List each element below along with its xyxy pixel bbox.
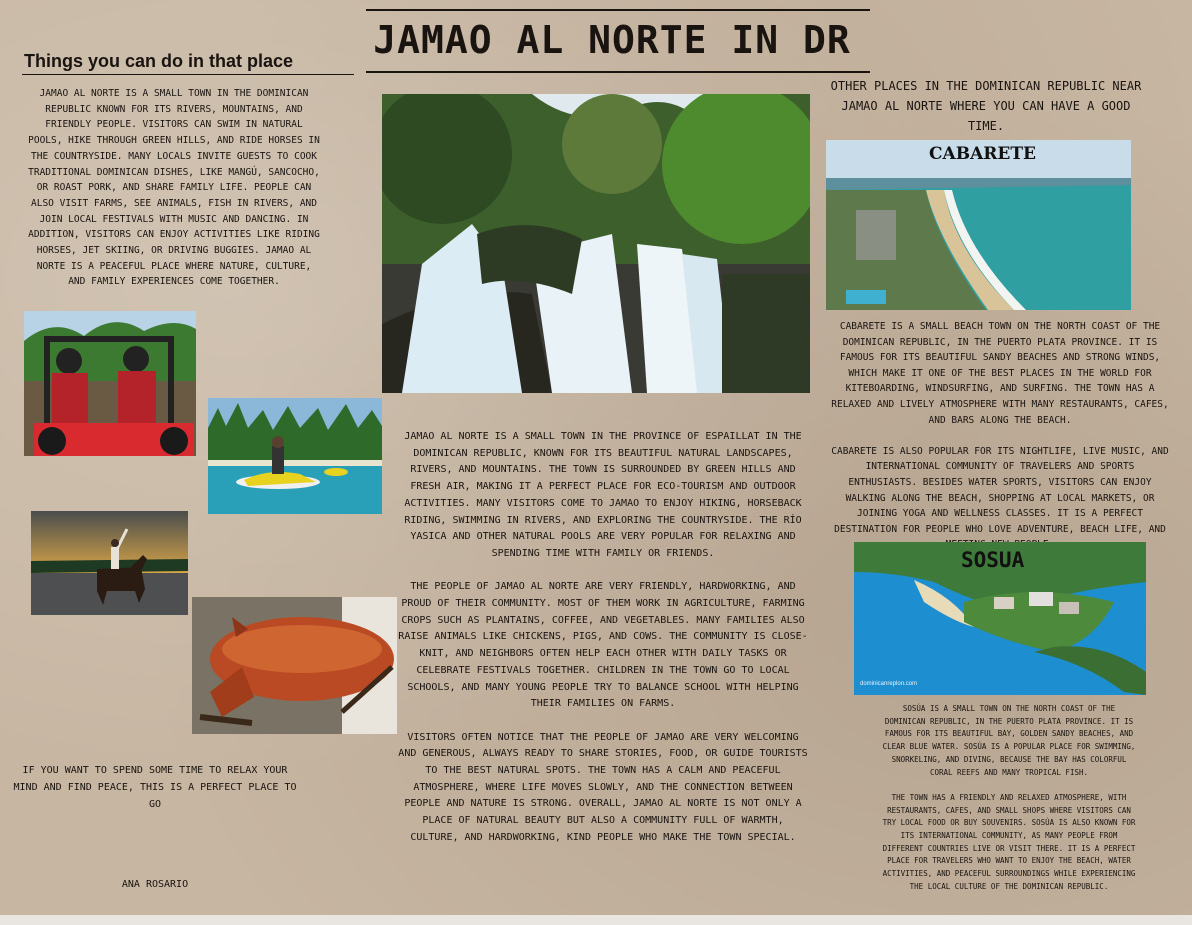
jetski-photo — [208, 398, 382, 514]
things-heading: Things you can do in that place — [24, 51, 294, 71]
bottom-strip — [0, 915, 1192, 925]
author-name: ANA ROSARIO — [121, 879, 189, 890]
sosua-watermark: dominicanreplon.com — [860, 681, 918, 687]
sosua-photo — [854, 542, 1146, 695]
cabarete-text — [830, 319, 1170, 569]
center-paragraph-3: VISITORS OFTEN NOTICE THAT THE PEOPLE OF JAMAO ARE VERY WELCOMING AND GENEROUS, ALWAYS READY TO SHARE STORIES, FOOD, OR GUIDE TOURISTS TO THE BEST NATURAL SPOTS. THE TOWN HAS A CALM AND PEACEFUL ATMOSPHERE, WHERE LIFE MOVES SLOWLY, AND THE CONNECTION BETWEEN PEOPLE AND NATURE IS STRONG. OVERALL, JAMAO AL NORTE IS NOT ONLY A PLACE OF NATURAL BEAUTY BUT ALSO A COMMUNITY FULL OF WARMTH, CULTURE, AND HARDWORKING, KIND PEOPLE WHO MAKE THE TOWN SPECIAL. — [398, 731, 808, 843]
waterfall-photo — [382, 94, 810, 393]
cabarete-photo — [826, 140, 1131, 310]
things-heading-rule — [22, 74, 354, 75]
sosua-paragraph-2: THE TOWN HAS A FRIENDLY AND RELAXED ATMOSPHERE, WITH RESTAURANTS, CAFES, AND SMALL SHOPS WHERE VISITORS CAN TRY LOCAL FOOD OR BUY SOUVENIRS. SOSÚA IS ALSO KNOWN FOR ITS INTERNATIONAL COMMUNITY, AS MANY PEOPLE FROM DIFFERENT COUNTRIES LIVE OR VISIT THERE. IT IS A PERFECT PLACE FOR TRAVELERS WHO WANT TO ENJOY THE BEACH, WATER ACTIVITIES, AND PEACEFUL SURROUNDINGS WHILE EXPERIENCING THE LOCAL CULTURE OF THE DOMINICAN REPUBLIC. — [882, 792, 1136, 891]
relax-text: IF YOU WANT TO SPEND SOME TIME TO RELAX YOUR MIND AND FIND PEACE, THIS IS A PERFECT PLACE TO GO — [13, 765, 297, 810]
page-title: JAMAO AL NORTE IN DR — [373, 18, 851, 62]
sosua-text — [882, 703, 1136, 906]
left-intro-text: JAMAO AL NORTE IS A SMALL TOWN IN THE DOMINICAN REPUBLIC KNOWN FOR ITS RIVERS, MOUNTAINS, AND FRIENDLY PEOPLE. VISITORS CAN SWIM IN NATURAL POOLS, HIKE THROUGH GREEN HILLS, AND RIDE HORSES IN THE COUNTRYSIDE. MANY LOCALS INVITE GUESTS TO COOK TRADITIONAL DOMINICAN DISHES, LIKE MANGÚ, SANCOCHO, OR ROAST PORK, AND SHARE FAMILY LIFE. PEOPLE CAN ALSO VISIT FARMS, SEE ANIMALS, FISH IN RIVERS, AND JOIN LOCAL FESTIVALS WITH MUSIC AND DANCING. IN ADDITION, VISITORS CAN ENJOY ACTIVITIES LIKE RIDING HORSES, JET SKIING, OR DRIVING BUGGIES. JAMAO AL NORTE IS A PEACEFUL PLACE WHERE NATURE, CULTURE, AND FAMILY EXPERIENCES COME TOGETHER. — [28, 88, 320, 288]
other-places-heading: OTHER PLACES IN THE DOMINICAN REPUBLIC NEAR JAMAO AL NORTE WHERE YOU CAN HAVE A GOOD TIME. — [830, 79, 1142, 133]
roast-pig-photo — [192, 597, 397, 734]
title-bottom-rule — [366, 71, 870, 73]
center-paragraph-2: THE PEOPLE OF JAMAO AL NORTE ARE VERY FRIENDLY, HARDWORKING, AND PROUD OF THEIR COMMUNITY. MOST OF THEM WORK IN AGRICULTURE, FARMING CROPS SUCH AS PLANTAINS, COFFEE, AND VEGETABLES. MANY FAMILIES ALSO RAISE ANIMALS LIKE CHICKENS, PIGS, AND COWS. THE COMMUNITY IS CLOSE-KNIT, AND NEIGHBORS OFTEN HELP EACH OTHER WITH DAILY TASKS OR CELEBRATE FESTIVALS TOGETHER. CHILDREN IN THE TOWN GO TO LOCAL SCHOOLS, AND MANY YOUNG PEOPLE TRY TO BALANCE SCHOOL WITH HELPING THEIR FAMILIES ON FARMS. — [398, 581, 808, 710]
center-paragraph-1: JAMAO AL NORTE IS A SMALL TOWN IN THE PROVINCE OF ESPAILLAT IN THE DOMINICAN REPUBLIC, KNOWN FOR ITS BEAUTIFUL NATURAL LANDSCAPES, RIVERS, AND MOUNTAINS. THE TOWN IS SURROUNDED BY GREEN HILLS AND FRESH AIR, MAKING IT A PERFECT PLACE FOR ECO-TOURISM AND OUTDOOR ACTIVITIES. MANY VISITORS COME TO JAMAO TO ENJOY HIKING, HORSEBACK RIDING, SWIMMING IN RIVERS, AND EXPLORING THE COUNTRYSIDE. THE RÍO YASICA AND OTHER NATURAL POOLS ARE VERY POPULAR FOR RELAXING AND SPENDING TIME WITH FAMILY OR FRIENDS. — [404, 431, 802, 559]
sosua-paragraph-1: SOSÚA IS A SMALL TOWN ON THE NORTH COAST OF THE DOMINICAN REPUBLIC, IN THE PUERTO PLATA PROVINCE. IT IS FAMOUS FOR ITS BEAUTIFUL BAY, GOLDEN SANDY BEACHES, AND CLEAR BLUE WATER. SOSÚA IS A POPULAR PLACE FOR SWIMMING, SNORKELING, AND DIVING, BECAUSE THE BAY HAS COLORFUL CORAL REEFS AND MANY TROPICAL FISH. — [882, 704, 1136, 777]
title-top-rule — [366, 9, 870, 11]
cabarete-paragraph-2: CABARETE IS ALSO POPULAR FOR ITS NIGHTLIFE, LIVE MUSIC, AND INTERNATIONAL COMMUNITY OF TRAVELERS AND SPORTS ENTHUSIASTS. BESIDES WATER SPORTS, VISITORS CAN ENJOY WALKING ALONG THE BEACH, SHOPPING AT LOCAL MARKETS, OR JOINING YOGA AND WELLNESS CLASSES. IT IS A PERFECT DESTINATION FOR PEOPLE WHO LOVE ADVENTURE, BEACH LIFE, AND — [831, 445, 1169, 535]
sosua-label: SOSUA — [961, 548, 1025, 572]
cabarete-label: CABARETE — [929, 144, 1036, 164]
cabarete-paragraph-1: CABARETE IS A SMALL BEACH TOWN ON THE NORTH COAST OF THE DOMINICAN REPUBLIC, IN THE PUERTO PLATA PROVINCE. IT IS FAMOUS FOR ITS BEAUTIFUL SANDY BEACHES AND STRONG WINDS, WHICH MAKE IT ONE OF THE BEST PLACES IN THE WORLD FOR KITEBOARDING, WINDSURFING, AND SURFING. THE TOWN HAS A RELAXED AND LIVELY ATMOSPHERE WITH MANY RESTAURANTS, CAFES, AND BARS ALONG THE BEACH. — [831, 321, 1169, 426]
center-body — [398, 429, 808, 863]
buggy-photo — [24, 311, 196, 456]
horse-rider-photo — [31, 511, 188, 615]
